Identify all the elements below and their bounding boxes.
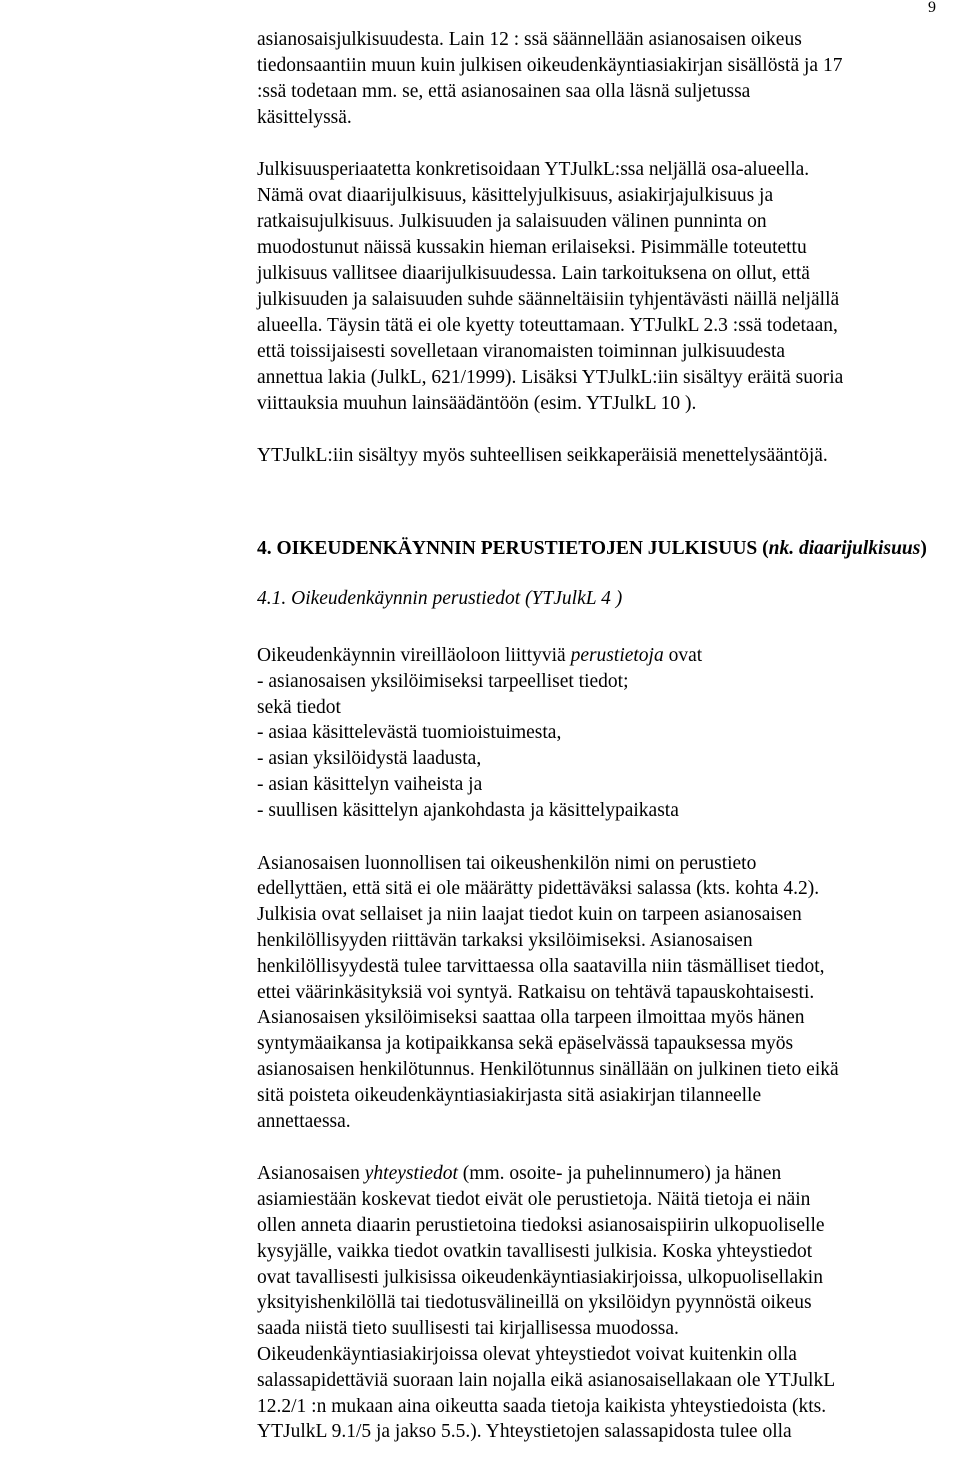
contact-info-text-end: (mm. osoite- ja puhelinnumero) ja hänen <box>457 1163 782 1185</box>
list-intro-italic: perustietoja <box>570 645 664 666</box>
text-line: ollen anneta diaarin perustietoina tiedoksi asianosaispiirin ulkopuoliselle <box>257 1214 825 1236</box>
paragraph-party-identity <box>257 851 957 1135</box>
section-4-heading-main: 4. OIKEUDENKÄYNNIN PERUSTIETOJEN JULKISUUS ( <box>257 538 769 559</box>
text-line: käsittelyssä. <box>257 107 352 128</box>
text-line <box>257 1161 957 1187</box>
section-4-heading <box>257 536 927 562</box>
contact-info-text: Asianosaisen <box>257 1163 365 1185</box>
text-line: viittauksia muuhun lainsäädäntöön (esim. YTJulkL 10 ). <box>257 393 697 414</box>
text-line: syntymäaikansa ja kotipaikkansa sekä epäselvässä tapauksessa myös <box>257 1033 794 1055</box>
text-line: salassapidettäviä suoraan lain nojalla eikä asianosaisellakaan ole YTJulkL <box>257 1369 836 1391</box>
text-line: Nämä ovat diaarijulkisuus, käsittelyjulkisuus, asiakirjajulkisuus ja <box>257 185 774 206</box>
text-line: ovat tavallisesti julkisissa oikeudenkäyntiasiakirjoissa, ulkopuolisellakin <box>257 1266 823 1288</box>
text-line: saada niistä tieto suullisesti tai kirjallisessa muodossa. <box>257 1318 679 1340</box>
paragraph-procedure-rules: YTJulkL:iin sisältyy myös suhteellisen seikkaperäisiä menettelysääntöjä. <box>257 445 828 466</box>
text-line: julkisuuden ja salaisuuden suhde säänneltäisiin tyhjentävästi näillä neljällä <box>257 289 840 310</box>
text-line: muodostunut näissä kussakin hieman erilaiseksi. Pisimmälle toteutettu <box>257 237 807 258</box>
text-line: asiamiestään koskevat tiedot eivät ole perustietoja. Näitä tietoja ei näin <box>257 1189 811 1211</box>
list-item: - asiaa käsittelevästä tuomioistuimesta, <box>257 722 562 744</box>
list-item: - asianosaisen yksilöimiseksi tarpeelliset tiedot; <box>257 670 629 692</box>
text-line: ettei väärinkäsityksiä voi syntyä. Ratkaisu on tehtävä tapauskohtaisesti. <box>257 981 815 1003</box>
upper-text-block <box>257 27 957 469</box>
list-item: - asian yksilöidystä laadusta, <box>257 748 482 770</box>
text-line: sitä poisteta oikeudenkäyntiasiakirjasta sitä asiakirjan tilanneelle <box>257 1084 762 1106</box>
page-number: 9 <box>928 0 936 16</box>
text-line: henkilöllisyyden riittävän tarkaksi yksilöimiseksi. Asianosaisen <box>257 929 753 951</box>
text-line: tiedonsaantiin muun kuin julkisen oikeudenkäyntiasiakirjan sisällöstä ja 17 <box>257 55 843 76</box>
list-intro-end: ovat <box>663 645 703 666</box>
lower-text-block <box>257 643 957 1445</box>
text-line: YTJulkL 9.1/5 ja jakso 5.5.). Yhteystietojen salassapidosta tulee olla <box>257 1421 792 1443</box>
text-line: annettaessa. <box>257 1110 351 1132</box>
text-line: ratkaisujulkisuus. Julkisuuden ja salaisuuden välinen punninta on <box>257 211 767 232</box>
list-item: - suullisen käsittelyn ajankohdasta ja käsittelypaikasta <box>257 799 679 821</box>
paragraph-contact-info <box>257 1161 957 1445</box>
text-line: että toissijaisesti sovelletaan viranomaisten toiminnan julkisuudesta <box>257 341 786 362</box>
text-line: 12.2/1 :n mukaan aina oikeutta saada tietoja kaikista yhteystiedoista (kts. <box>257 1395 827 1417</box>
text-line: edellyttäen, että sitä ei ole määrätty pidettäväksi salassa (kts. kohta 4.2). <box>257 878 820 900</box>
text-line: julkisuus vallitsee diaarijulkisuudessa. Lain tarkoituksena on ollut, että <box>257 263 810 284</box>
text-line: :ssä todetaan mm. se, että asianosainen saa olla läsnä suljetussa <box>257 81 751 102</box>
text-line: kysyjälle, vaikka tiedot ovatkin tavallisesti julkisia. Koska yhteystiedot <box>257 1240 813 1262</box>
text-line: Asianosaisen luonnollisen tai oikeushenkilön nimi on perustieto <box>257 852 757 874</box>
section-4-1-heading: 4.1. Oikeudenkäynnin perustiedot (YTJulkL 4 ) <box>257 588 623 609</box>
list-item: sekä tiedot <box>257 696 341 718</box>
basic-info-list <box>257 643 957 824</box>
text-line: asianosaisjulkisuudesta. Lain 12 : ssä säännellään asianosaisen oikeus <box>257 29 802 50</box>
section-4-heading-end: ) <box>920 538 927 559</box>
text-line: alueella. Täysin tätä ei ole kyetty toteuttamaan. YTJulkL 2.3 :ssä todetaan, <box>257 315 838 336</box>
contact-info-italic: yhteystiedot <box>364 1163 458 1185</box>
text-line: Asianosaisen yksilöimiseksi saattaa olla tarpeen ilmoittaa myös hänen <box>257 1007 805 1029</box>
list-item: - asian käsittelyn vaiheista ja <box>257 773 483 795</box>
list-intro <box>257 643 957 669</box>
text-line: Julkisuusperiaatetta konkretisoidaan YTJulkL:ssa neljällä osa-alueella. <box>257 159 810 180</box>
paragraph-intro <box>257 27 957 131</box>
paragraph-publicity-areas <box>257 157 957 417</box>
text-line: annettua lakia (JulkL, 621/1999). Lisäksi YTJulkL:iin sisältyy eräitä suoria <box>257 367 844 388</box>
text-line: yksityishenkilöllä tai tiedotusvälineillä on yksilöidyn pyynnöstä oikeus <box>257 1292 812 1314</box>
text-line: Oikeudenkäyntiasiakirjoissa olevat yhteystiedot voivat kuitenkin olla <box>257 1343 797 1365</box>
text-line: asianosaisen henkilötunnus. Henkilötunnus sinällään on julkinen tieto eikä <box>257 1058 839 1080</box>
text-line: henkilöllisyydestä tulee tarvittaessa olla saatavilla niin täsmälliset tiedot, <box>257 955 825 977</box>
list-intro-text: Oikeudenkäynnin vireilläoloon liittyviä <box>257 645 571 666</box>
text-line: Julkisia ovat sellaiset ja niin laajat tiedot kuin on tarpeen asianosaisen <box>257 904 802 926</box>
section-4-heading-italic: nk. diaarijulkisuus <box>768 538 921 559</box>
